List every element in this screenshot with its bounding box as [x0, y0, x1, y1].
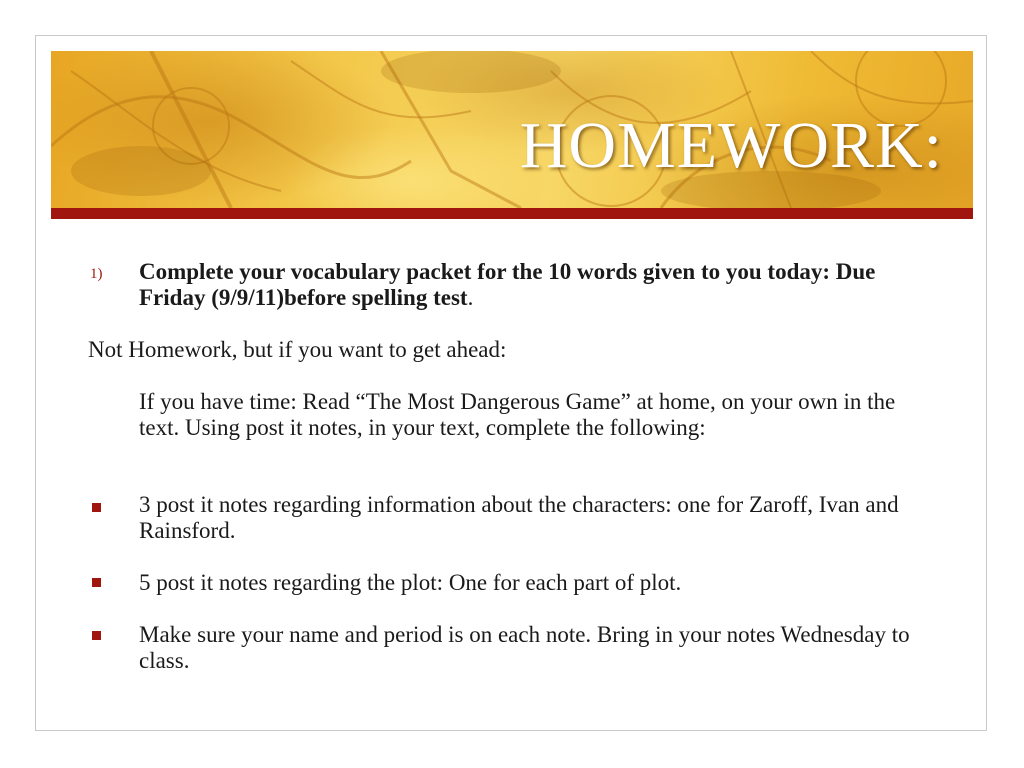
not-homework-heading: Not Homework, but if you want to get ahead: [88, 337, 507, 362]
homework-item-text: Complete your vocabulary packet for the 10 words given to you today: Due Friday (9/9/11)before spelling test [139, 259, 876, 310]
square-bullet-icon [92, 503, 101, 512]
bullet-characters-notes: 3 post it notes regarding information about the characters: one for Zaroff, Ivan and Rainsford. [139, 492, 899, 543]
square-bullet-icon [92, 631, 101, 640]
bullet-name-period-notes: Make sure your name and period is on each note. Bring in your notes Wednesday to class. [139, 622, 910, 673]
square-bullet-icon [92, 578, 101, 587]
slide-title: HOMEWORK: [519, 109, 943, 182]
numbered-marker: 1) [90, 266, 103, 282]
optional-reading-instructions: If you have time: Read “The Most Dangerous Game” at home, on your own in the text. Using post it notes, in your text, complete the following: [139, 389, 896, 440]
homework-item-period: . [467, 285, 474, 310]
bullet-plot-notes: 5 post it notes regarding the plot: One for each part of plot. [139, 570, 682, 595]
homework-item-vocabulary [139, 259, 909, 311]
